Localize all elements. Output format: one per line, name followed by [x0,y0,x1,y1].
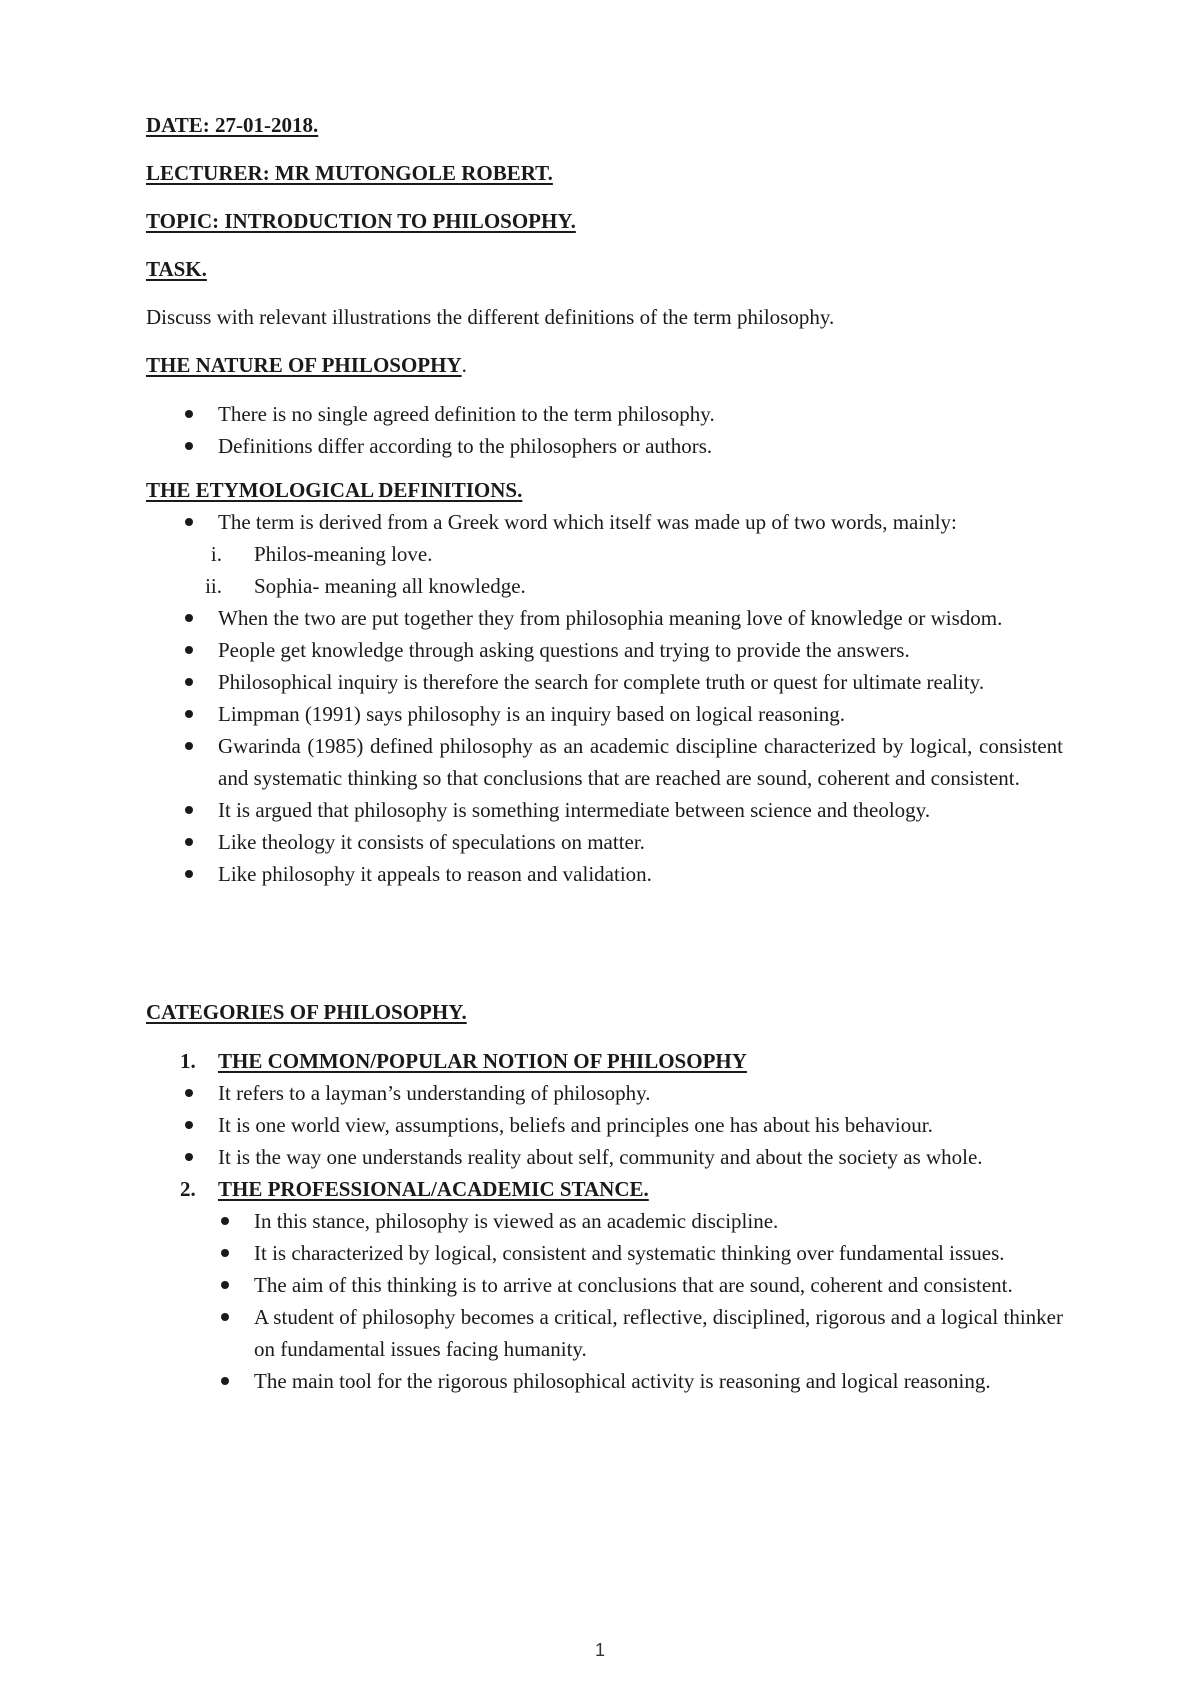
list-item: It is characterized by logical, consistent and systematic thinking over fundamental issues. [146,1237,1063,1269]
task-text: Discuss with relevant illustrations the different definitions of the term philosophy. [146,305,835,329]
category-heading [146,1173,1063,1205]
roman-text: Philos-meaning love. [254,542,433,566]
etymology-heading: THE ETYMOLOGICAL DEFINITIONS. [146,478,523,502]
category-title: THE COMMON/POPULAR NOTION OF PHILOSOPHY [218,1049,747,1073]
date-line: DATE: 27-01-2018. [146,113,319,137]
nature-heading [146,349,467,381]
nature-list [146,398,1063,462]
list-item: It is argued that philosophy is something intermediate between science and theology. [146,794,1063,826]
list-item: Like philosophy it appeals to reason and validation. [146,858,1063,890]
list-item: People get knowledge through asking questions and trying to provide the answers. [146,634,1063,666]
topic-line: TOPIC: INTRODUCTION TO PHILOSOPHY. [146,209,576,233]
list-item: Limpman (1991) says philosophy is an inquiry based on logical reasoning. [146,698,1063,730]
categories-list [146,1045,1063,1397]
category-heading [146,1045,1063,1077]
roman-number: ii. [205,574,222,598]
roman-text: Sophia- meaning all knowledge. [254,574,526,598]
categories-heading: CATEGORIES OF PHILOSOPHY. [146,1000,467,1024]
page-number: 1 [594,1640,605,1660]
task-heading: TASK. [146,257,207,281]
category-number: 1. [180,1049,196,1073]
list-item: When the two are put together they from philosophia meaning love of knowledge or wisdom. [146,602,1063,634]
list-item: It is the way one understands reality about self, community and about the society as whole. [146,1141,1063,1173]
list-item: A student of philosophy becomes a critical, reflective, disciplined, rigorous and a logical thinker on fundamental issues facing humanity. [146,1301,1063,1365]
list-item: The term is derived from a Greek word which itself was made up of two words, mainly: [146,506,1063,538]
list-item: It refers to a layman’s understanding of philosophy. [146,1077,1063,1109]
lecturer-line: LECTURER: MR MUTONGOLE ROBERT. [146,161,553,185]
etymology-list [146,506,1063,890]
list-item: It is one world view, assumptions, beliefs and principles one has about his behaviour. [146,1109,1063,1141]
list-item: The main tool for the rigorous philosophical activity is reasoning and logical reasoning. [146,1365,1063,1397]
list-item: Definitions differ according to the philosophers or authors. [146,430,1063,462]
nature-heading-tail: . [461,353,467,377]
list-item: The aim of this thinking is to arrive at conclusions that are sound, coherent and consistent. [146,1269,1063,1301]
category-title: THE PROFESSIONAL/ACADEMIC STANCE. [218,1177,649,1201]
roman-item [146,538,1063,570]
list-item: Philosophical inquiry is therefore the search for complete truth or quest for ultimate reality. [146,666,1063,698]
category-number: 2. [180,1177,196,1201]
list-item: Gwarinda (1985) defined philosophy as an academic discipline characterized by logical, consistent and systematic thinking so that conclusions that are reached are sound, coherent and consistent. [146,730,1063,794]
roman-item [146,570,1063,602]
list-item: There is no single agreed definition to the term philosophy. [146,398,1063,430]
nature-heading-text: THE NATURE OF PHILOSOPHY [146,353,462,377]
list-item: In this stance, philosophy is viewed as an academic discipline. [146,1205,1063,1237]
list-item: Like theology it consists of speculations on matter. [146,826,1063,858]
roman-number: i. [210,542,222,566]
